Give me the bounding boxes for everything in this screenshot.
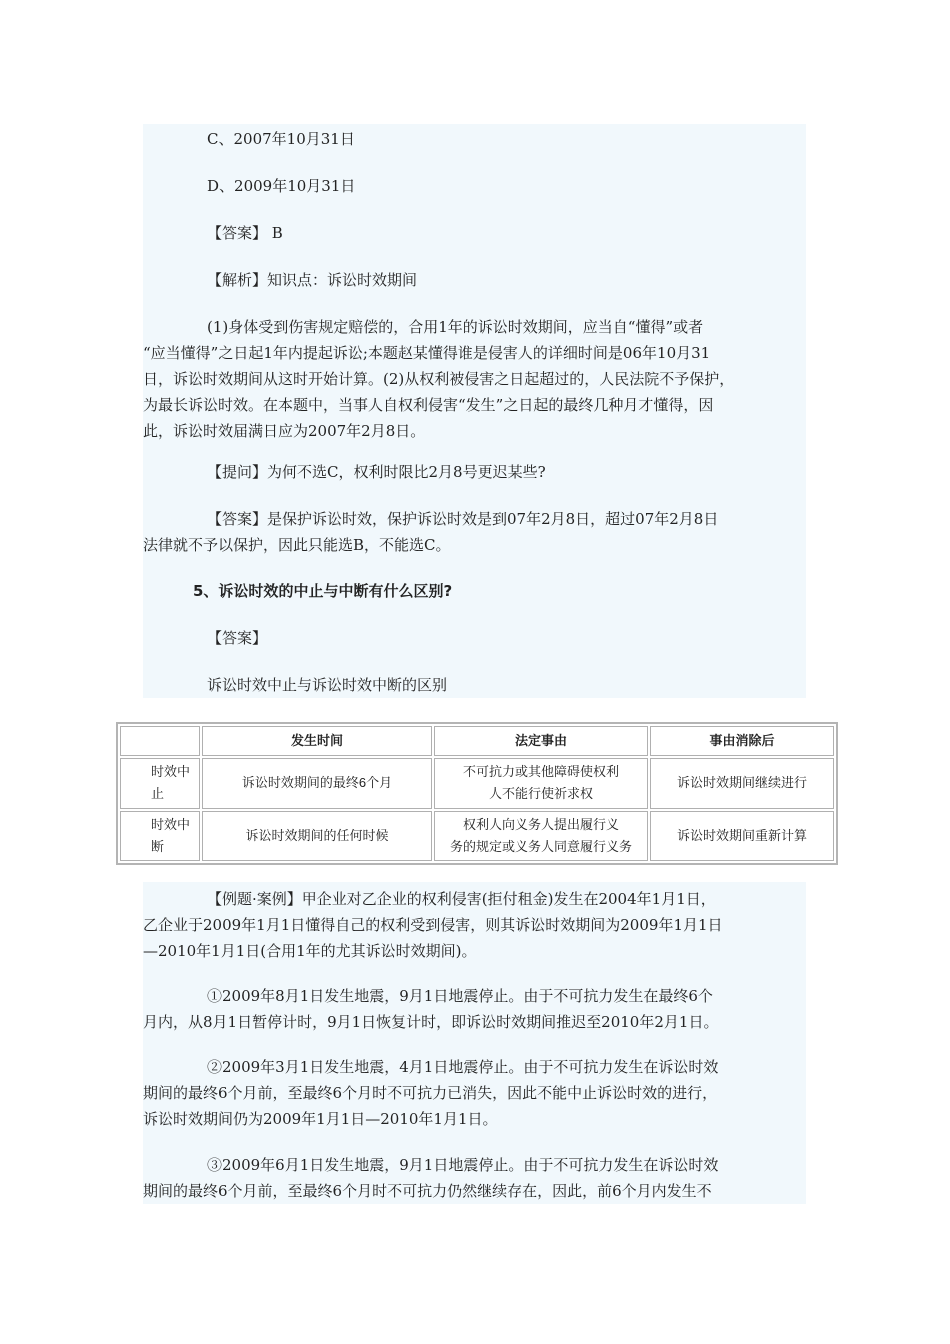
section-heading: 5、诉讼时效的中止与中断有什么区别? [193,582,453,600]
option-c: C、2007年10月31日 [207,130,355,148]
after-cell: 诉讼时效期间继续进行 [650,758,834,809]
table-row [120,758,834,809]
analysis-title: 【解析】知识点：诉讼时效期间 [207,271,418,289]
case-1-paragraph [143,983,806,1035]
time-cell: 诉讼时效期间的任何时候 [202,811,432,862]
text-line: 期间的最终6个月前，至最终6个月时不可抗力仍然继续存在，因此，前6个月内发生不 [143,1182,712,1200]
answer-label: 【答案】 [207,629,268,647]
header-cell: 发生时间 [202,726,432,756]
text-line: 【例题·案例】甲企业对乙企业的权利侵害(拒付租金)发生在2004年1月1日， [207,890,716,908]
case-3-paragraph [143,1152,806,1204]
text-line: 此，诉讼时效届满日应为2007年2月8日。 [143,422,426,440]
text-line: ③2009年6月1日发生地震，9月1日地震停止。由于不可抗力发生在诉讼时效 [207,1156,719,1174]
row-label [120,758,200,809]
text-line: —2010年1月1日(合用1年的尤其诉讼时效期间)。 [143,942,477,960]
time-cell: 诉讼时效期间的最终6个月 [202,758,432,809]
text-line: “应当懂得”之日起1年内提起诉讼;本题赵某懂得谁是侵害人的详细时间是06年10月31 [143,344,711,362]
reason-line: 权利人向义务人提出履行义 [462,816,619,832]
header-cell: 法定事由 [434,726,648,756]
reason-cell [434,758,648,809]
text-line: ①2009年8月1日发生地震，9月1日地震停止。由于不可抗力发生在最终6个 [207,987,713,1005]
text-line: 月内，从8月1日暂停计时，9月1日恢复计时，即诉讼时效期间推迟至2010年2月1日。 [143,1013,719,1031]
reason-line: 人不能行使祈求权 [488,786,593,802]
header-cell: 事由消除后 [650,726,834,756]
text-line: 诉讼时效期间仍为2009年1月1日—2010年1月1日。 [143,1110,498,1128]
answer-line: 【答案】 B [207,224,283,242]
text-line: ②2009年3月1日发生地震，4月1日地震停止。由于不可抗力发生在诉讼时效 [207,1058,719,1076]
text-line: 乙企业于2009年1月1日懂得自己的权利受到侵害，则其诉讼时效期间为2009年1月1日 [143,916,723,934]
option-d: D、2009年10月31日 [207,177,356,195]
row-label-line: 止 [151,786,165,802]
text-line: (1)身体受到伤害规定赔偿的，合用1年的诉讼时效期间，应当自“懂得”或者 [207,318,704,336]
reason-line: 务的规定或义务人同意履行义务 [449,838,632,854]
comparison-table [116,722,838,865]
row-label [120,811,200,862]
example-paragraph [143,886,806,964]
row-label-line: 时效中 [151,816,191,832]
question-panel [143,124,806,698]
table-header-row [120,726,834,756]
table-intro: 诉讼时效中止与诉讼时效中断的区别 [207,676,448,694]
reason-line: 不可抗力或其他障碍使权利 [462,764,619,780]
text-line: 为最长诉讼时效。在本题中，当事人自权利侵害“发生”之日起的最终几种月才懂得，因 [143,396,714,414]
example-panel [143,882,806,1204]
reason-cell [434,811,648,862]
text-line: 日，诉讼时效期间从这时开始计算。(2)从权利被侵害之日起超过的，人民法院不予保护， [143,370,735,388]
reply-paragraph [143,506,806,558]
text-line: 【答案】是保护诉讼时效，保护诉讼时效是到07年2月8日，超过07年2月8日 [207,510,719,528]
text-line: 法律就不予以保护，因此只能选B，不能选C。 [143,536,451,554]
question-line: 【提问】为何不选C，权利时限比2月8号更迟某些? [207,463,546,481]
after-cell: 诉讼时效期间重新计算 [650,811,834,862]
header-cell [120,726,200,756]
analysis-paragraph [143,314,806,444]
text-line: 期间的最终6个月前，至最终6个月时不可抗力已消失，因此不能中止诉讼时效的进行， [143,1084,718,1102]
table-row [120,811,834,862]
row-label-line: 时效中 [151,764,191,780]
row-label-line: 断 [151,838,165,854]
case-2-paragraph [143,1054,806,1132]
